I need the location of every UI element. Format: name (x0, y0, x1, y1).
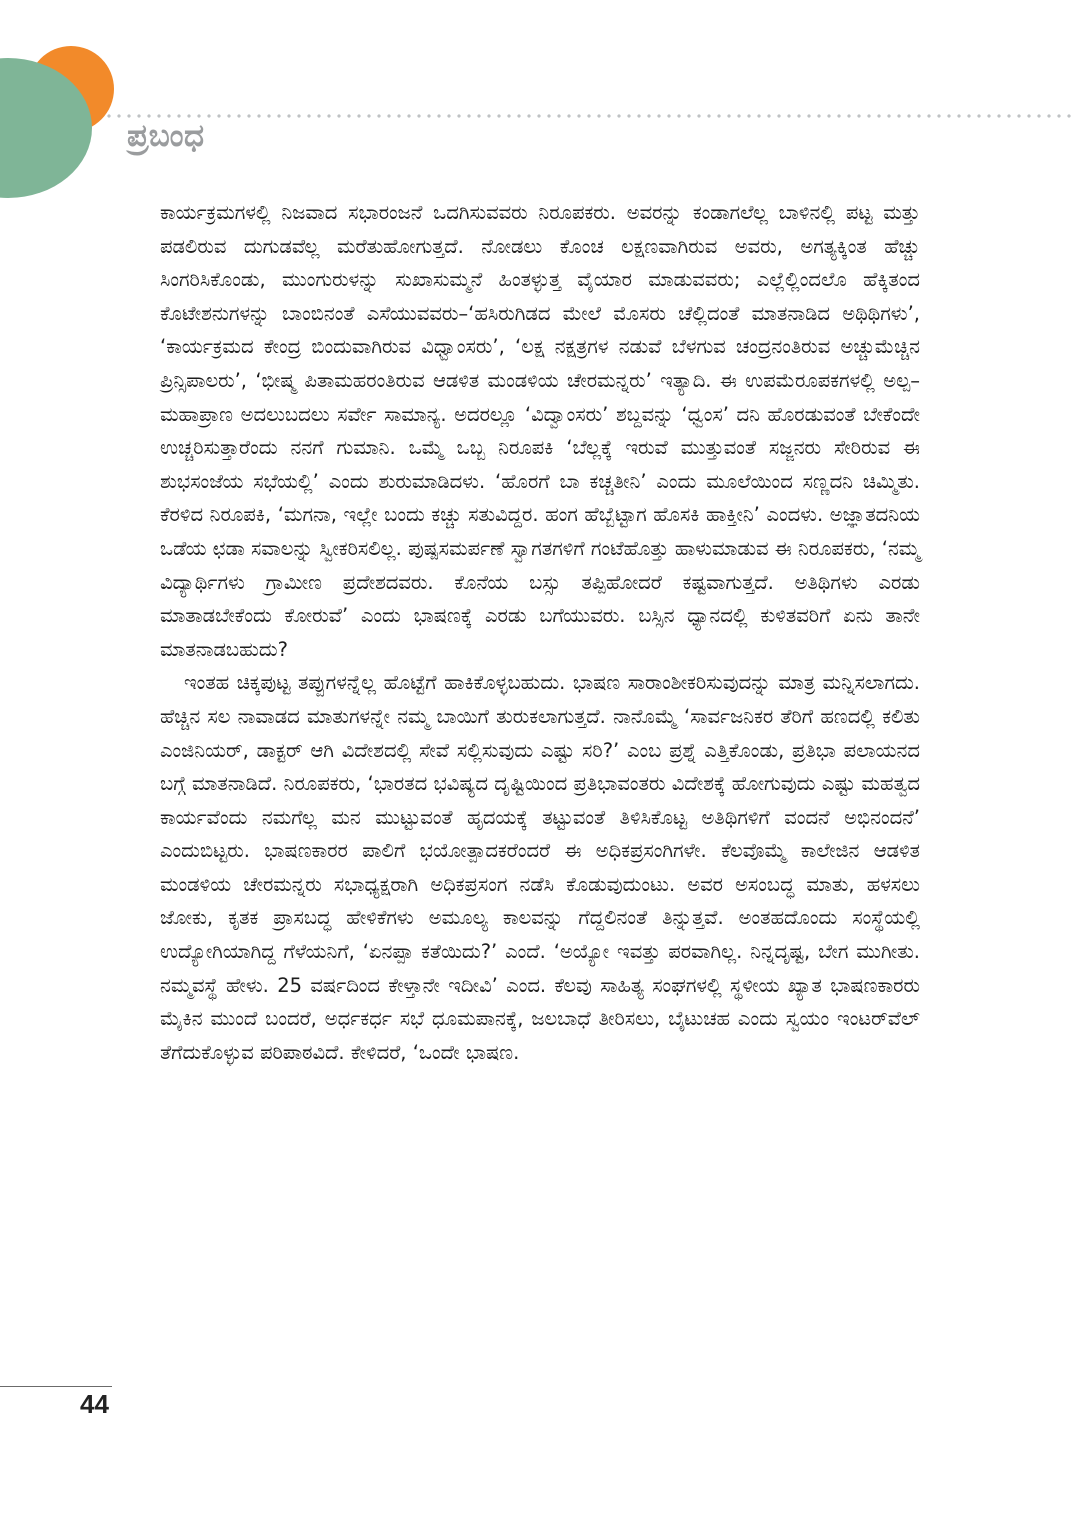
paragraph: ಇಂತಹ ಚಿಕ್ಕಪುಟ್ಟ ತಪ್ಪುಗಳನ್ನೆಲ್ಲ ಹೊಟ್ಟೆಗೆ ಹಾಕಿಕೊಳ್ಳಬಹುದು. ಭಾಷಣ ಸಾರಾಂಶೀಕರಿಸುವುದನ್ನು ಮಾತ್ರ ಮನ್ನಿಸಲಾಗದು. ಹೆಚ್ಚಿನ ಸಲ ನಾವಾಡದ ಮಾತುಗಳನ್ನೇ ನಮ್ಮ ಬಾಯಿಗೆ ತುರುಕಲಾಗುತ್ತದೆ. ನಾನೊಮ್ಮೆ ‘ಸಾರ್ವಜನಿಕರ ತೆರಿಗೆ ಹಣದಲ್ಲಿ ಕಲಿತು ಎಂಜಿನಿಯರ್, ಡಾಕ್ಟರ್ ಆಗಿ ವಿದೇಶದಲ್ಲಿ ಸೇವೆ ಸಲ್ಲಿಸುವುದು ಎಷ್ಟು ಸರಿ?’ ಎಂಬ ಪ್ರಶ್ನೆ ಎತ್ತಿಕೊಂಡು, ಪ್ರತಿಭಾ ಪಲಾಯನದ ಬಗ್ಗೆ ಮಾತನಾಡಿದೆ. ನಿರೂಪಕರು, ‘ಭಾರತದ ಭವಿಷ್ಯದ ದೃಷ್ಟಿಯಿಂದ ಪ್ರತಿಭಾವಂತರು ವಿದೇಶಕ್ಕೆ ಹೋಗುವುದು ಎಷ್ಟು ಮಹತ್ವದ ಕಾರ್ಯವೆಂದು ನಮಗೆಲ್ಲ ಮನ ಮುಟ್ಟುವಂತೆ ಹೃದಯಕ್ಕೆ ತಟ್ಟುವಂತೆ ತಿಳಿಸಿಕೊಟ್ಟ ಅತಿಥಿಗಳಿಗೆ ವಂದನೆ ಅಭಿನಂದನೆ’ ಎಂದುಬಿಟ್ಟರು. ಭಾಷಣಕಾರರ ಪಾಲಿಗೆ ಭಯೋತ್ಪಾದಕರೆಂದರೆ ಈ ಅಧಿಕಪ್ರಸಂಗಿಗಳೇ. ಕೆಲವೊಮ್ಮೆ ಕಾಲೇಜಿನ ಆಡಳಿತ ಮಂಡಳಿಯ ಚೇರಮನ್ನರು ಸಭಾಧ್ಯಕ್ಷರಾಗಿ ಅಧಿಕಪ್ರಸಂಗ ನಡೆಸಿ ಕೊಡುವುದುಂಟು. ಅವರ ಅಸಂಬದ್ಧ ಮಾತು, ಹಳಸಲು ಜೋಕು, ಕೃತಕ ಪ್ರಾಸಬದ್ಧ ಹೇಳಿಕೆಗಳು ಅಮೂಲ್ಯ ಕಾಲವನ್ನು ಗೆದ್ದಲಿನಂತೆ ತಿನ್ನುತ್ತವೆ. ಅಂತಹದೊಂದು ಸಂಸ್ಥೆಯಲ್ಲಿ ಉದ್ಯೋಗಿಯಾಗಿದ್ದ ಗೆಳೆಯನಿಗೆ, ‘ಏನಪ್ಪಾ ಕತೆಯಿದು?’ ಎಂದೆ. ‘ಅಯ್ಯೋ ಇವತ್ತು ಪರವಾಗಿಲ್ಲ. ನಿನ್ನದೃಷ್ಟ, ಬೇಗ ಮುಗೀತು. ನಮ್ಮವಸ್ಥೆ ಹೇಳು. 25 ವರ್ಷದಿಂದ ಕೇಳ್ತಾನೇ ಇದೀವಿ’ ಎಂದ. ಕೆಲವು ಸಾಹಿತ್ಯ ಸಂಘಗಳಲ್ಲಿ ಸ್ಥಳೀಯ ಖ್ಯಾತ ಭಾಷಣಕಾರರು ಮೈಕಿನ ಮುಂದೆ ಬಂದರೆ, ಅರ್ಧಕರ್ಧ ಸಭೆ ಧೂಮಪಾನಕ್ಕೆ, ಜಲಬಾಧೆ ತೀರಿಸಲು, ಬೈಟುಚಹ ಎಂದು ಸ್ವಯಂ ಇಂಟರ್‌ವೆಲ್ ತೆಗೆದುಕೊಳ್ಳುವ ಪರಿಪಾಠವಿದೆ. ಕೇಳಿದರೆ, ‘ಒಂದೇ ಭಾಷಣ. (160, 671, 920, 1064)
article-body (160, 196, 920, 1069)
paragraph: ಕಾರ್ಯಕ್ರಮಗಳಲ್ಲಿ ನಿಜವಾದ ಸಭಾರಂಜನೆ ಒದಗಿಸುವವರು ನಿರೂಪಕರು. ಅವರನ್ನು ಕಂಡಾಗಲೆಲ್ಲ ಬಾಳಿನಲ್ಲಿ ಪಟ್ಟ ಮತ್ತು ಪಡಲಿರುವ ದುಗುಡವೆಲ್ಲ ಮರೆತುಹೋಗುತ್ತದೆ. ನೋಡಲು ಕೊಂಚ ಲಕ್ಷಣವಾಗಿರುವ ಅವರು, ಅಗತ್ಯಕ್ಕಿಂತ ಹೆಚ್ಚು ಸಿಂಗರಿಸಿಕೊಂಡು, ಮುಂಗುರುಳನ್ನು ಸುಖಾಸುಮ್ಮನೆ ಹಿಂತಳ್ಳುತ್ತ ವೈಯಾರ ಮಾಡುವವರು; ಎಲ್ಲೆಲ್ಲಿಂದಲೊ ಹೆಕ್ಕಿತಂದ ಕೊಟೇಶನುಗಳನ್ನು ಬಾಂಬಿನಂತೆ ಎಸೆಯುವವರು–‘ಹಸಿರುಗಿಡದ ಮೇಲೆ ಮೊಸರು ಚೆಲ್ಲಿದಂತೆ ಮಾತನಾಡಿದ ಅಥಿಥಿಗಳು’, ‘ಕಾರ್ಯಕ್ರಮದ ಕೇಂದ್ರ ಬಿಂದುವಾಗಿರುವ ವಿಧ್ವಾಂಸರು’, ‘ಲಕ್ಷ ನಕ್ಷತ್ರಗಳ ನಡುವೆ ಬೆಳಗುವ ಚಂದ್ರನಂತಿರುವ ಅಚ್ಚುಮೆಚ್ಚಿನ ಪ್ರಿನ್ಸಿಪಾಲರು’, ‘ಭೀಷ್ಮ ಪಿತಾಮಹರಂತಿರುವ ಆಡಳಿತ ಮಂಡಳಿಯ ಚೇರಮನ್ನರು’ ಇತ್ಯಾದಿ. ಈ ಉಪಮೆರೂಪಕಗಳಲ್ಲಿ ಅಲ್ಪ–ಮಹಾಪ್ರಾಣ ಅದಲುಬದಲು ಸರ್ವೇ ಸಾಮಾನ್ಯ. ಅದರಲ್ಲೂ ‘ವಿದ್ವಾಂಸರು’ ಶಬ್ದವನ್ನು ‘ಧ್ವಂಸ’ ದನಿ ಹೊರಡುವಂತೆ ಬೇಕೆಂದೇ ಉಚ್ಚರಿಸುತ್ತಾರೆಂದು ನನಗೆ ಗುಮಾನಿ. ಒಮ್ಮೆ ಒಬ್ಬ ನಿರೂಪಕಿ ‘ಬೆಲ್ಲಕ್ಕೆ ಇರುವೆ ಮುತ್ತುವಂತೆ ಸಜ್ಜನರು ಸೇರಿರುವ ಈ ಶುಭಸಂಜೆಯ ಸಭೆಯಲ್ಲಿ’ ಎಂದು ಶುರುಮಾಡಿದಳು. ‘ಹೊರಗೆ ಬಾ ಕಚ್ಚತೀನಿ’ ಎಂದು ಮೂಲೆಯಿಂದ ಸಣ್ಣದನಿ ಚಿಮ್ಮಿತು. ಕೆರಳಿದ ನಿರೂಪಕಿ, ‘ಮಗನಾ, ಇಲ್ಲೇ ಬಂದು ಕಚ್ಚು ಸತುವಿದ್ದರ. ಹಂಗ ಹೆಬ್ಬೆಟ್ಟಾಗ ಹೊಸಕಿ ಹಾಕ್ತೀನಿ’ ಎಂದಳು. ಅಜ್ಞಾತದನಿಯ ಒಡೆಯ ಛಡಾ ಸವಾಲನ್ನು ಸ್ವೀಕರಿಸಲಿಲ್ಲ. ಪುಷ್ಪಸಮರ್ಪಣೆ ಸ್ವಾಗತಗಳಿಗೆ ಗಂಟೆಹೊತ್ತು ಹಾಳುಮಾಡುವ ಈ ನಿರೂಪಕರು, ‘ನಮ್ಮ ವಿದ್ಯಾರ್ಥಿಗಳು ಗ್ರಾಮೀಣ ಪ್ರದೇಶದವರು. ಕೊನೆಯ ಬಸ್ಸು ತಪ್ಪಿಹೋದರೆ ಕಷ್ಟವಾಗುತ್ತದೆ. ಅತಿಥಿಗಳು ಎರಡು ಮಾತಾಡಬೇಕೆಂದು ಕೋರುವೆ’ ಎಂದು ಭಾಷಣಕ್ಕೆ ಎರಡು ಬಗೆಯುವರು. ಬಸ್ಸಿನ ಧ್ಯಾನದಲ್ಲಿ ಕುಳಿತವರಿಗೆ ಏನು ತಾನೇ ಮಾತನಾಡಬಹುದು? (160, 201, 920, 661)
page-number: 44 (80, 1389, 109, 1419)
footer-rule (0, 1386, 112, 1387)
section-title: ಪ್ರಬಂಧ (127, 118, 205, 154)
dotted-header-rule (104, 114, 1072, 118)
